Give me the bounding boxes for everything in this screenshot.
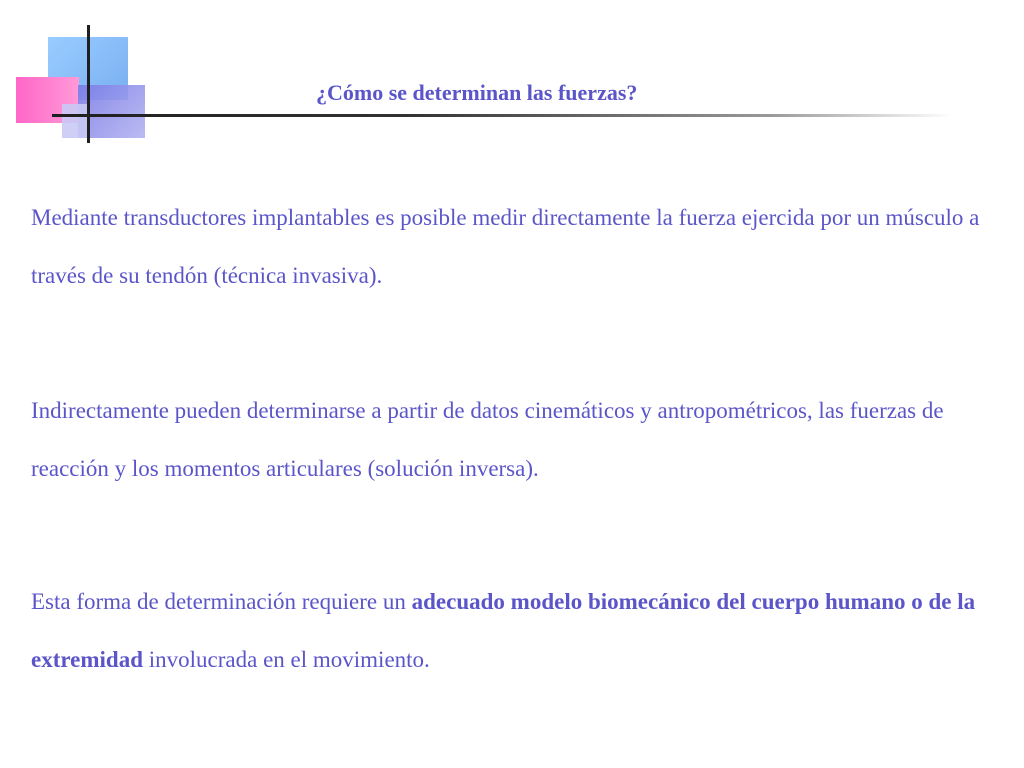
paragraph-direct-measurement (31, 189, 1011, 305)
paragraph-text: Mediante transductores implantables es posible medir directamente la fuerza ejercida por un músculo a través de su tendón (técnica invasiva). (31, 205, 980, 288)
paragraph-text-before: Esta forma de determinación requiere un (31, 589, 412, 614)
vertical-rule (87, 25, 90, 143)
paragraph-indirect-determination (31, 382, 1011, 498)
decorative-squares (0, 0, 160, 150)
paragraph-text: Indirectamente pueden determinarse a partir de datos cinemáticos y antropométricos, las fuerzas de reacción y los momentos articulares (solución inversa). (31, 398, 944, 481)
paragraph-emphasis: adecuado modelo biomecánico del cuerpo humano o de la extremidad (31, 589, 976, 672)
paragraph-model-requirement (31, 573, 1011, 689)
lilac-square-decoration (62, 104, 90, 138)
title-underline-rule (52, 114, 952, 117)
paragraph-text-after: involucrada en el movimiento. (143, 647, 430, 672)
slide-title: ¿Cómo se determinan las fuerzas? (316, 80, 638, 105)
